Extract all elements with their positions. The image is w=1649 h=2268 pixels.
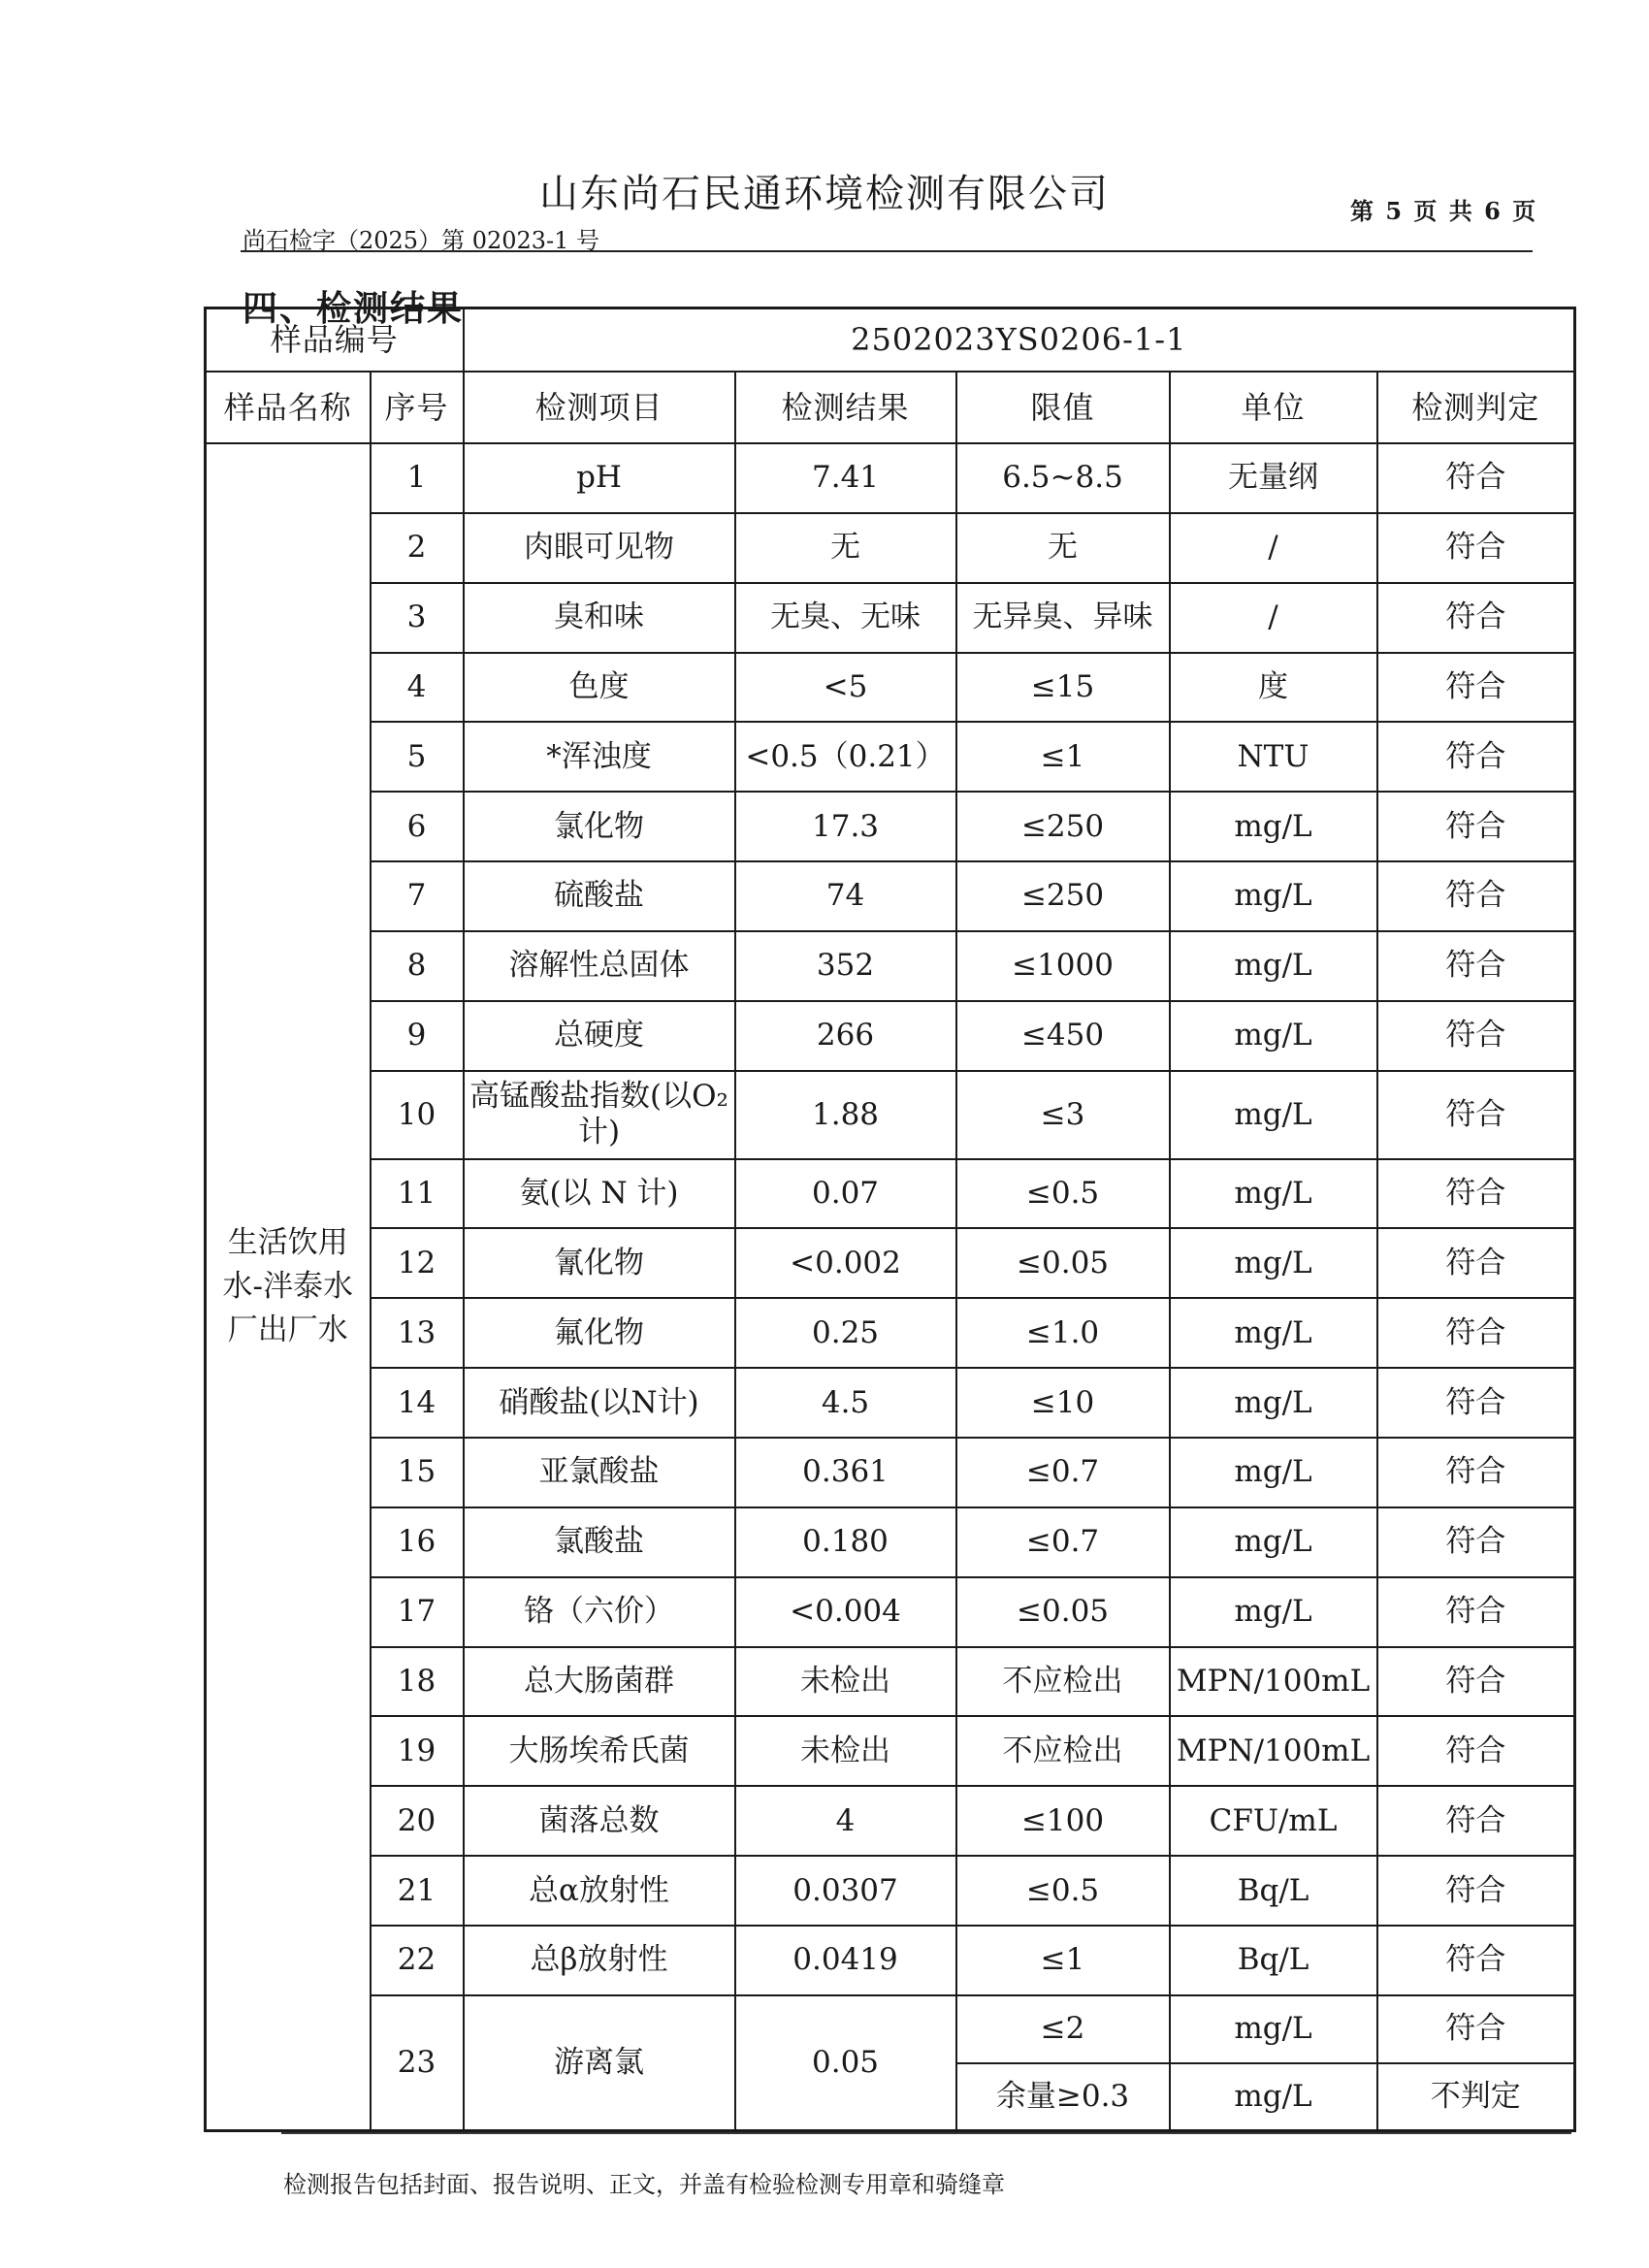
seq-cell: 16 (371, 1507, 464, 1577)
result-cell: 7.41 (735, 443, 956, 513)
item-cell: 硫酸盐 (464, 861, 735, 931)
header-unit: 单位 (1170, 372, 1377, 443)
result-cell: <0.5（0.21） (735, 722, 956, 792)
limit-cell: ≤1 (956, 1926, 1170, 1995)
seq-cell: 12 (371, 1228, 464, 1298)
result-cell: 0.180 (735, 1507, 956, 1577)
seq-cell: 17 (371, 1577, 464, 1647)
results-table (204, 307, 1576, 2132)
judgement-cell: 符合 (1377, 1001, 1575, 1071)
table-row (206, 1647, 1575, 1717)
result-cell: 4.5 (735, 1368, 956, 1438)
seq-cell: 20 (371, 1786, 464, 1856)
seq-cell: 23 (371, 1995, 464, 2131)
unit-cell: Bq/L (1170, 1856, 1377, 1926)
judgement-cell: 符合 (1377, 1856, 1575, 1926)
result-cell: 74 (735, 861, 956, 931)
item-cell: 色度 (464, 653, 735, 723)
judgement-cell: 符合 (1377, 1071, 1575, 1159)
table-row (206, 1368, 1575, 1438)
judgement-cell: 符合 (1377, 931, 1575, 1001)
unit-cell: mg/L (1170, 1071, 1377, 1159)
unit-cell: 度 (1170, 653, 1377, 723)
unit-cell: mg/L (1170, 1438, 1377, 1507)
header-judgement: 检测判定 (1377, 372, 1575, 443)
seq-cell: 9 (371, 1001, 464, 1071)
unit-cell: mg/L (1170, 1298, 1377, 1368)
limit-cell: ≤10 (956, 1368, 1170, 1438)
unit-cell: mg/L (1170, 1001, 1377, 1071)
judgement-cell: 符合 (1377, 443, 1575, 513)
judgement-cell: 符合 (1377, 1926, 1575, 1995)
item-cell: 大肠埃希氏菌 (464, 1716, 735, 1786)
judgement-cell: 符合 (1377, 1159, 1575, 1229)
unit-cell: NTU (1170, 722, 1377, 792)
header-result: 检测结果 (735, 372, 956, 443)
footer-divider (281, 2132, 1571, 2134)
unit-cell: mg/L (1170, 1228, 1377, 1298)
unit-cell: MPN/100mL (1170, 1716, 1377, 1786)
header-sample-name: 样品名称 (206, 372, 371, 443)
section-title: 四、检测结果 (242, 288, 465, 329)
table-row (206, 653, 1575, 723)
item-cell: 溶解性总固体 (464, 931, 735, 1001)
sample-name-cell: 生活饮用水-泮泰水厂出厂水 (206, 443, 371, 2131)
item-cell: 高锰酸盐指数(以O₂计) (464, 1071, 735, 1159)
item-cell: 硝酸盐(以N计) (464, 1368, 735, 1438)
unit-cell: mg/L (1170, 792, 1377, 861)
table-row (206, 722, 1575, 792)
unit-cell: / (1170, 513, 1377, 583)
result-cell: 0.05 (735, 1995, 956, 2131)
judgement-cell: 不判定 (1377, 2063, 1575, 2131)
company-name: 山东尚石民通环境检测有限公司 (539, 172, 1110, 216)
unit-cell: mg/L (1170, 1159, 1377, 1229)
item-cell: 铬（六价） (464, 1577, 735, 1647)
judgement-cell: 符合 (1377, 583, 1575, 653)
result-cell: 17.3 (735, 792, 956, 861)
seq-cell: 10 (371, 1071, 464, 1159)
header-item: 检测项目 (464, 372, 735, 443)
page-indicator: 第 5 页 共 6 页 (1350, 197, 1538, 225)
limit-cell: ≤0.05 (956, 1577, 1170, 1647)
item-cell: 氨(以 N 计) (464, 1159, 735, 1229)
item-cell: 总α放射性 (464, 1856, 735, 1926)
limit-cell: 余量≥0.3 (956, 2063, 1170, 2131)
result-cell: 352 (735, 931, 956, 1001)
item-cell: 总β放射性 (464, 1926, 735, 1995)
judgement-cell: 符合 (1377, 653, 1575, 723)
unit-cell: mg/L (1170, 1577, 1377, 1647)
table-row (206, 1716, 1575, 1786)
table-row (206, 861, 1575, 931)
table-row (206, 1298, 1575, 1368)
table-row (206, 1926, 1575, 1995)
seq-cell: 7 (371, 861, 464, 931)
item-cell: 总大肠菌群 (464, 1647, 735, 1717)
limit-cell: ≤450 (956, 1001, 1170, 1071)
table-row (206, 513, 1575, 583)
result-cell: 0.07 (735, 1159, 956, 1229)
header-seq: 序号 (371, 372, 464, 443)
table-row (206, 1438, 1575, 1507)
seq-cell: 6 (371, 792, 464, 861)
seq-cell: 21 (371, 1856, 464, 1926)
seq-cell: 19 (371, 1716, 464, 1786)
seq-cell: 18 (371, 1647, 464, 1717)
table-row (206, 1856, 1575, 1926)
limit-cell: ≤100 (956, 1786, 1170, 1856)
unit-cell: mg/L (1170, 1507, 1377, 1577)
table-row (206, 1507, 1575, 1577)
result-cell: 1.88 (735, 1071, 956, 1159)
table-row (206, 1228, 1575, 1298)
table-row (206, 1159, 1575, 1229)
item-cell: pH (464, 443, 735, 513)
result-cell: 未检出 (735, 1716, 956, 1786)
unit-cell: mg/L (1170, 861, 1377, 931)
limit-cell: ≤0.7 (956, 1507, 1170, 1577)
limit-cell: ≤250 (956, 792, 1170, 861)
limit-cell: ≤0.7 (956, 1438, 1170, 1507)
item-cell: 菌落总数 (464, 1786, 735, 1856)
result-cell: 无臭、无味 (735, 583, 956, 653)
limit-cell: 不应检出 (956, 1716, 1170, 1786)
seq-cell: 22 (371, 1926, 464, 1995)
item-cell: 臭和味 (464, 583, 735, 653)
result-cell: <0.002 (735, 1228, 956, 1298)
limit-cell: ≤0.05 (956, 1228, 1170, 1298)
limit-cell: 6.5~8.5 (956, 443, 1170, 513)
judgement-cell: 符合 (1377, 1786, 1575, 1856)
report-number: 尚石检字（2025）第 02023-1 号 (242, 227, 600, 254)
unit-cell: Bq/L (1170, 1926, 1377, 1995)
item-cell: *浑浊度 (464, 722, 735, 792)
seq-cell: 11 (371, 1159, 464, 1229)
seq-cell: 13 (371, 1298, 464, 1368)
item-cell: 氟化物 (464, 1298, 735, 1368)
table-row (206, 1577, 1575, 1647)
item-cell: 氰化物 (464, 1228, 735, 1298)
result-cell: 0.361 (735, 1438, 956, 1507)
unit-cell: CFU/mL (1170, 1786, 1377, 1856)
judgement-cell: 符合 (1377, 1647, 1575, 1717)
table-row (206, 583, 1575, 653)
limit-cell: ≤250 (956, 861, 1170, 931)
column-header-row (206, 372, 1575, 443)
judgement-cell: 符合 (1377, 1507, 1575, 1577)
footer-note: 检测报告包括封面、报告说明、正文，并盖有检验检测专用章和骑缝章 (283, 2171, 1005, 2198)
result-cell: 0.0307 (735, 1856, 956, 1926)
judgement-cell: 符合 (1377, 1995, 1575, 2063)
judgement-cell: 符合 (1377, 1228, 1575, 1298)
result-cell: 0.25 (735, 1298, 956, 1368)
seq-cell: 14 (371, 1368, 464, 1438)
limit-cell: ≤2 (956, 1995, 1170, 2063)
limit-cell: 不应检出 (956, 1647, 1170, 1717)
seq-cell: 1 (371, 443, 464, 513)
sample-id-label: 样品编号 (206, 308, 464, 373)
table-row (206, 931, 1575, 1001)
seq-cell: 8 (371, 931, 464, 1001)
result-cell: <0.004 (735, 1577, 956, 1647)
result-cell: 266 (735, 1001, 956, 1071)
sample-id-row (206, 308, 1575, 373)
unit-cell: mg/L (1170, 931, 1377, 1001)
unit-cell: / (1170, 583, 1377, 653)
limit-cell: ≤15 (956, 653, 1170, 723)
result-cell: <5 (735, 653, 956, 723)
seq-cell: 4 (371, 653, 464, 723)
limit-cell: ≤0.5 (956, 1159, 1170, 1229)
limit-cell: ≤1.0 (956, 1298, 1170, 1368)
table-row (206, 1786, 1575, 1856)
limit-cell: ≤0.5 (956, 1856, 1170, 1926)
judgement-cell: 符合 (1377, 1438, 1575, 1507)
limit-cell: ≤1000 (956, 931, 1170, 1001)
limit-cell: ≤3 (956, 1071, 1170, 1159)
seq-cell: 15 (371, 1438, 464, 1507)
item-cell: 总硬度 (464, 1001, 735, 1071)
unit-cell: 无量纲 (1170, 443, 1377, 513)
judgement-cell: 符合 (1377, 1577, 1575, 1647)
item-cell: 亚氯酸盐 (464, 1438, 735, 1507)
judgement-cell: 符合 (1377, 1716, 1575, 1786)
result-cell: 未检出 (735, 1647, 956, 1717)
judgement-cell: 符合 (1377, 722, 1575, 792)
header-divider (241, 250, 1533, 252)
limit-cell: 无 (956, 513, 1170, 583)
header-limit: 限值 (956, 372, 1170, 443)
seq-cell: 5 (371, 722, 464, 792)
sample-id-value: 2502023YS0206-1-1 (464, 308, 1575, 373)
judgement-cell: 符合 (1377, 792, 1575, 861)
unit-cell: MPN/100mL (1170, 1647, 1377, 1717)
table-row (206, 1995, 1575, 2063)
seq-cell: 3 (371, 583, 464, 653)
result-cell: 0.0419 (735, 1926, 956, 1995)
judgement-cell: 符合 (1377, 861, 1575, 931)
unit-cell: mg/L (1170, 1368, 1377, 1438)
unit-cell: mg/L (1170, 2063, 1377, 2131)
item-cell: 肉眼可见物 (464, 513, 735, 583)
table-row (206, 1071, 1575, 1159)
limit-cell: ≤1 (956, 722, 1170, 792)
table-row (206, 443, 1575, 513)
seq-cell: 2 (371, 513, 464, 583)
judgement-cell: 符合 (1377, 513, 1575, 583)
item-cell: 游离氯 (464, 1995, 735, 2131)
result-cell: 4 (735, 1786, 956, 1856)
item-cell: 氯酸盐 (464, 1507, 735, 1577)
limit-cell: 无异臭、异味 (956, 583, 1170, 653)
judgement-cell: 符合 (1377, 1368, 1575, 1438)
table-row (206, 792, 1575, 861)
result-cell: 无 (735, 513, 956, 583)
judgement-cell: 符合 (1377, 1298, 1575, 1368)
item-cell: 氯化物 (464, 792, 735, 861)
unit-cell: mg/L (1170, 1995, 1377, 2063)
table-row (206, 1001, 1575, 1071)
